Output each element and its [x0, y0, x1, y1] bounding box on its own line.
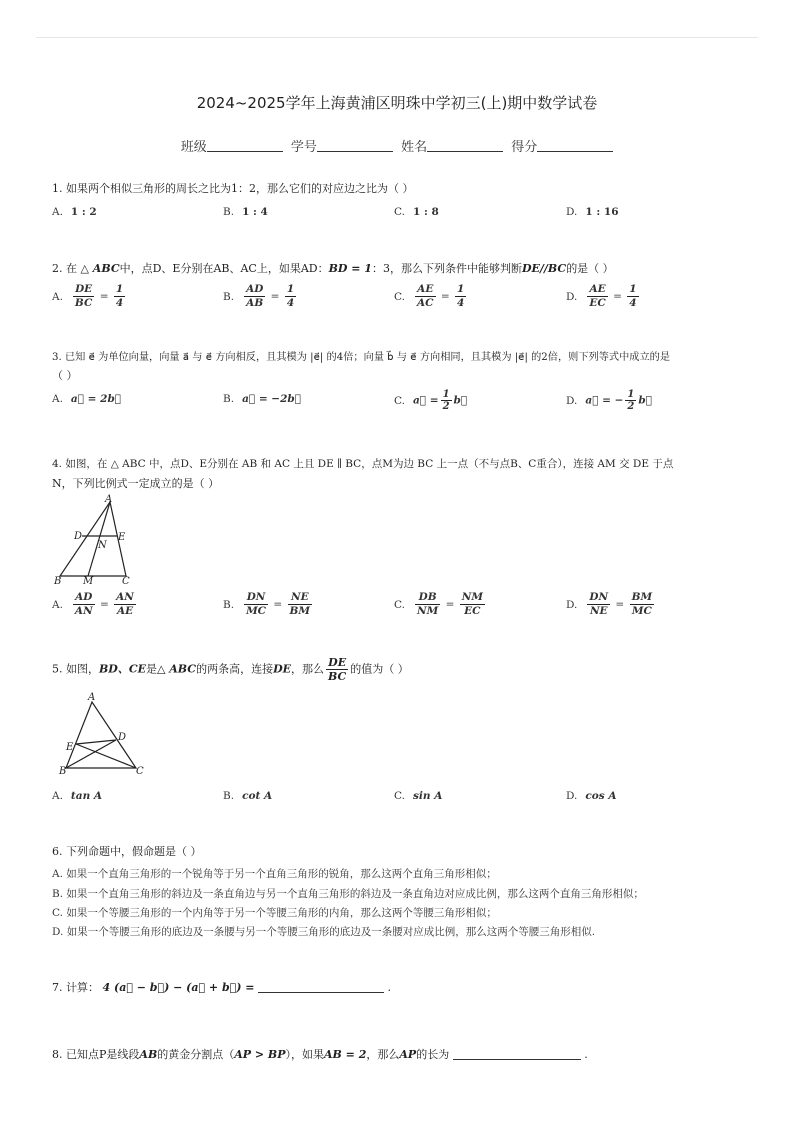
q4-d-n2: BM	[631, 591, 653, 603]
q5-label-d: D	[118, 732, 127, 743]
q3-d-pre: a⃗ = −	[585, 394, 624, 407]
q3-option-a-key: A.	[52, 393, 63, 405]
page-title: 2024~2025学年上海黄浦区明珠中学初三(上)期中数学试卷	[196, 94, 598, 112]
q5-label-a: A	[88, 692, 96, 703]
header-rule	[36, 37, 758, 38]
q4-b-n2: NE	[288, 591, 313, 605]
question-2-stem	[52, 260, 614, 276]
q2-c-den: AC	[417, 297, 434, 309]
question-6-stem: 6. 下列命题中，假命题是（ ）	[52, 845, 202, 858]
q3-c-num: 1	[442, 389, 450, 400]
q4-c-n1: DB	[415, 591, 440, 605]
q5-option-b-text: cot A	[242, 790, 273, 802]
question-4-stem-line2: N，下列比例式一定成立的是（ ）	[52, 477, 220, 490]
q1-option-b-text: 1 : 4	[242, 206, 268, 218]
q8-text-3: ），如果	[285, 1048, 325, 1061]
q3-option-b-text: a⃗ = −2b⃗	[242, 393, 302, 405]
q2-a-valden: 4	[115, 297, 124, 309]
q4-b-d2: BM	[289, 605, 311, 617]
q1-option-a[interactable]	[52, 206, 97, 218]
q8-text-2: 的黄金分割点（	[157, 1048, 235, 1061]
q4-a-n1: AD	[73, 591, 95, 605]
q4-label-n: N	[98, 540, 107, 551]
q1-option-c-text: 1 : 8	[413, 206, 439, 218]
q5-option-b[interactable]	[223, 790, 272, 802]
name-label: 姓名	[401, 140, 428, 155]
q4-d-d1: NE	[589, 605, 608, 617]
q8-text-4: ，那么	[366, 1048, 400, 1061]
score-blank[interactable]	[537, 139, 613, 152]
q5-text-5: 的值为（ ）	[350, 662, 409, 676]
class-label: 班级	[180, 140, 207, 155]
q1-option-d-key: D.	[566, 206, 578, 218]
q4-triangle-abc	[60, 502, 126, 576]
question-8-stem	[52, 1046, 588, 1062]
q2-a-val: 1	[115, 283, 124, 295]
q2-option-b[interactable]: B. $\frac{AD}{AB}$ = $\frac{1}{4}$	[223, 283, 295, 309]
q6-statement-d[interactable]: D. 如果一个等腰三角形的底边及一条腰与另一个等腰三角形的底边及一条腰对应成比例，那么这两个等腰三角形相似.	[52, 926, 596, 938]
q3-option-b[interactable]	[223, 393, 301, 405]
q5-frac-den: BC	[328, 670, 347, 683]
q5-triangle-figure	[58, 690, 154, 782]
q6-statement-a[interactable]: A. 如果一个直角三角形的一个锐角等于另一个直角三角形的锐角，那么这两个直角三角形相似；	[52, 868, 497, 880]
q3-c-den: 2	[442, 401, 450, 412]
q5-label-e: E	[66, 742, 74, 753]
q4-label-e: E	[118, 532, 126, 543]
q3-option-d[interactable]	[566, 389, 652, 412]
q5-option-d-key: D.	[566, 790, 578, 802]
q2-text-2: 中，点D、E分别在AB、AC上，如果AD：	[119, 262, 329, 275]
q8-segment: AB	[139, 1048, 158, 1061]
q2-b-valden: 4	[286, 297, 295, 309]
q5-frac-num: DE	[326, 656, 348, 670]
q4-option-b-key: B.	[223, 598, 235, 611]
q7-text: 7. 计算：	[52, 981, 99, 994]
q4-label-c: C	[122, 576, 130, 586]
q4-label-m: M	[83, 576, 94, 586]
q4-option-b[interactable]: B. $\frac{DN}{MC}$ = $\frac{NE}{BM}$	[223, 591, 311, 617]
q5-option-a-key: A.	[52, 790, 63, 802]
number-label: 学号	[290, 140, 317, 155]
q5-option-c-text: sin A	[413, 790, 443, 802]
q1-option-d-text: 1 : 16	[585, 206, 619, 218]
q3-option-c-key: C.	[394, 394, 405, 407]
q4-d-n1: DN	[589, 591, 609, 603]
q1-option-a-key: A.	[52, 206, 63, 218]
q8-condition: AP > BP	[234, 1048, 286, 1061]
q2-option-d[interactable]: D. $\frac{AE}{EC}$ = $\frac{1}{4}$	[566, 283, 637, 309]
q1-option-c[interactable]	[394, 206, 439, 218]
q4-a-d1: AN	[74, 605, 93, 617]
q4-option-c[interactable]: C. $\frac{DB}{NM}$ = $\frac{NM}{EC}$	[394, 591, 483, 617]
q7-answer-blank[interactable]	[258, 980, 384, 993]
score-label: 得分	[511, 140, 538, 155]
q5-option-d-text: cos A	[585, 790, 617, 802]
q4-a-n2: AN	[116, 591, 134, 603]
question-1-stem: 1. 如果两个相似三角形的周长之比为1：2，那么它们的对应边之比为（ ）	[52, 182, 414, 195]
q3-option-d-key: D.	[566, 394, 578, 407]
q2-option-d-key: D.	[566, 290, 578, 303]
q3-option-a-text: a⃗ = 2b⃗	[70, 393, 122, 405]
q2-parallel: DE//BC	[521, 262, 567, 275]
q3-d-post: b⃗	[638, 394, 653, 407]
q4-option-c-key: C.	[394, 598, 405, 611]
q2-a-num: DE	[73, 283, 94, 297]
q3-option-b-key: B.	[223, 393, 235, 405]
q4-c-n2: NM	[461, 591, 483, 603]
q4-option-a[interactable]: A. $\frac{AD}{AN}$ = $\frac{AN}{AE}$	[52, 591, 134, 617]
question-4-stem-line1: 4. 如图，在 △ ABC 中，点D、E分别在 AB 和 AC 上且 DE ∥ BC，点M为边 BC 上一点（不与点B、C重合），连接 AM 交 DE 于点	[52, 458, 674, 470]
q2-ratio: BD = 1	[328, 262, 372, 275]
q2-d-valden: 4	[629, 297, 637, 309]
question-3-stem-line2: （ ）	[52, 369, 78, 382]
q2-option-b-key: B.	[223, 290, 235, 303]
q4-option-a-key: A.	[52, 598, 63, 611]
q2-text-3: ：3，那么下列条件中能够判断	[371, 262, 522, 275]
q2-d-num: AE	[587, 283, 607, 297]
q4-c-d2: EC	[464, 605, 481, 617]
q3-c-pre: a⃗ =	[413, 394, 439, 407]
q5-option-c-key: C.	[394, 790, 405, 802]
q5-text-3: 的两条高，连接	[196, 662, 274, 676]
q3-d-num: 1	[627, 389, 635, 400]
question-5-stem	[52, 656, 409, 683]
q2-triangle: △ ABC	[80, 262, 120, 275]
q3-option-c[interactable]	[394, 389, 467, 412]
class-blank[interactable]	[207, 139, 283, 152]
q6-statement-c[interactable]: C. 如果一个等腰三角形的一个内角等于另一个等腰三角形的内角，那么这两个等腰三角形相似；	[52, 907, 497, 919]
q4-d-d2: MC	[631, 605, 652, 617]
q2-c-num: AE	[415, 283, 436, 297]
q5-label-b: B	[59, 766, 67, 777]
q4-c-d1: NM	[417, 605, 439, 617]
name-blank[interactable]	[427, 139, 503, 152]
q5-text-2: 是	[145, 662, 157, 676]
q5-height-ce	[76, 744, 136, 768]
q5-option-a-text: tan A	[70, 790, 103, 802]
q1-option-c-key: C.	[394, 206, 405, 218]
q6-statement-b[interactable]: B. 如果一个直角三角形的斜边及一条直角边与另一个直角三角形的斜边及一条直角边对应成比例，那么这两个直角三角形相似；	[52, 888, 644, 900]
q2-option-a-key: A.	[52, 290, 63, 303]
q3-c-post: b⃗	[453, 394, 468, 407]
q2-d-den: EC	[589, 297, 606, 309]
q2-c-val: 1	[457, 283, 465, 295]
q8-text-1: 8. 已知点P是线段	[52, 1048, 140, 1061]
student-info-line	[0, 136, 794, 155]
q4-option-d[interactable]: D. $\frac{DN}{NE}$ = $\frac{BM}{MC}$	[566, 591, 653, 617]
q5-option-a[interactable]	[52, 790, 102, 802]
q8-ap: AP	[399, 1048, 417, 1061]
q2-b-num: AD	[246, 283, 264, 295]
q1-option-d[interactable]	[566, 206, 619, 218]
q2-option-c[interactable]: C. $\frac{AE}{AC}$ = $\frac{1}{4}$	[394, 283, 465, 309]
q2-c-valden: 4	[457, 297, 465, 309]
q5-label-c: C	[136, 766, 144, 777]
q4-label-d: D	[74, 531, 83, 542]
q1-option-b[interactable]	[223, 206, 268, 218]
q1-option-a-text: 1 : 2	[70, 206, 97, 218]
q7-expression: 4 (a⃗ − b⃗) − (a⃗ + b⃗) =	[102, 981, 255, 994]
question-3-stem-line1: 3. 已知 e⃗ 为单位向量，向量 a⃗ 与 e⃗ 方向相反，且其模为 |e⃗| 的4倍；向量 b⃗ 与 e⃗ 方向相同，且其模为 |e⃗| 的2倍，则下列等式中成立的是	[52, 352, 671, 363]
q8-answer-blank[interactable]	[453, 1047, 581, 1060]
q3-option-a[interactable]	[52, 393, 121, 405]
q8-text-5: 的长为	[416, 1048, 450, 1061]
q5-option-d[interactable]	[566, 790, 617, 802]
q4-segment-am	[88, 502, 110, 576]
q2-a-den: BC	[74, 297, 93, 309]
q5-heights: BD、CE	[99, 662, 146, 676]
q5-triangle: △ ABC	[156, 662, 197, 676]
q4-option-d-key: D.	[566, 598, 578, 611]
q4-a-d2: AE	[116, 605, 134, 617]
q4-b-n1: DN	[244, 591, 268, 605]
q2-text-1: 2. 在	[52, 262, 77, 275]
q2-text-4: 的是（ ）	[566, 262, 614, 275]
q5-text-1: 5. 如图，	[52, 662, 99, 676]
q1-option-b-key: B.	[223, 206, 235, 218]
q4-triangle-figure	[50, 494, 140, 586]
number-blank[interactable]	[317, 139, 393, 152]
q2-d-val: 1	[629, 283, 637, 295]
q3-d-den: 2	[627, 401, 635, 412]
q8-period: .	[584, 1048, 588, 1061]
q2-b-val: 1	[286, 283, 295, 295]
q5-de: DE	[273, 662, 292, 676]
q5-height-bd	[66, 740, 116, 768]
q2-option-a[interactable]: A. $\frac{DE}{BC}$ = $\frac{1}{4}$	[52, 283, 124, 309]
q5-option-c[interactable]	[394, 790, 442, 802]
q5-option-b-key: B.	[223, 790, 235, 802]
q8-equation: AB = 2	[324, 1048, 367, 1061]
q4-label-b: B	[54, 576, 62, 586]
q5-text-4: ，那么	[291, 662, 325, 676]
q4-b-d1: MC	[246, 605, 267, 617]
q2-option-c-key: C.	[394, 290, 405, 303]
q7-period: .	[387, 981, 392, 994]
q2-b-den: AB	[246, 297, 264, 309]
q4-label-a: A	[105, 494, 113, 505]
question-7-stem	[52, 979, 391, 995]
